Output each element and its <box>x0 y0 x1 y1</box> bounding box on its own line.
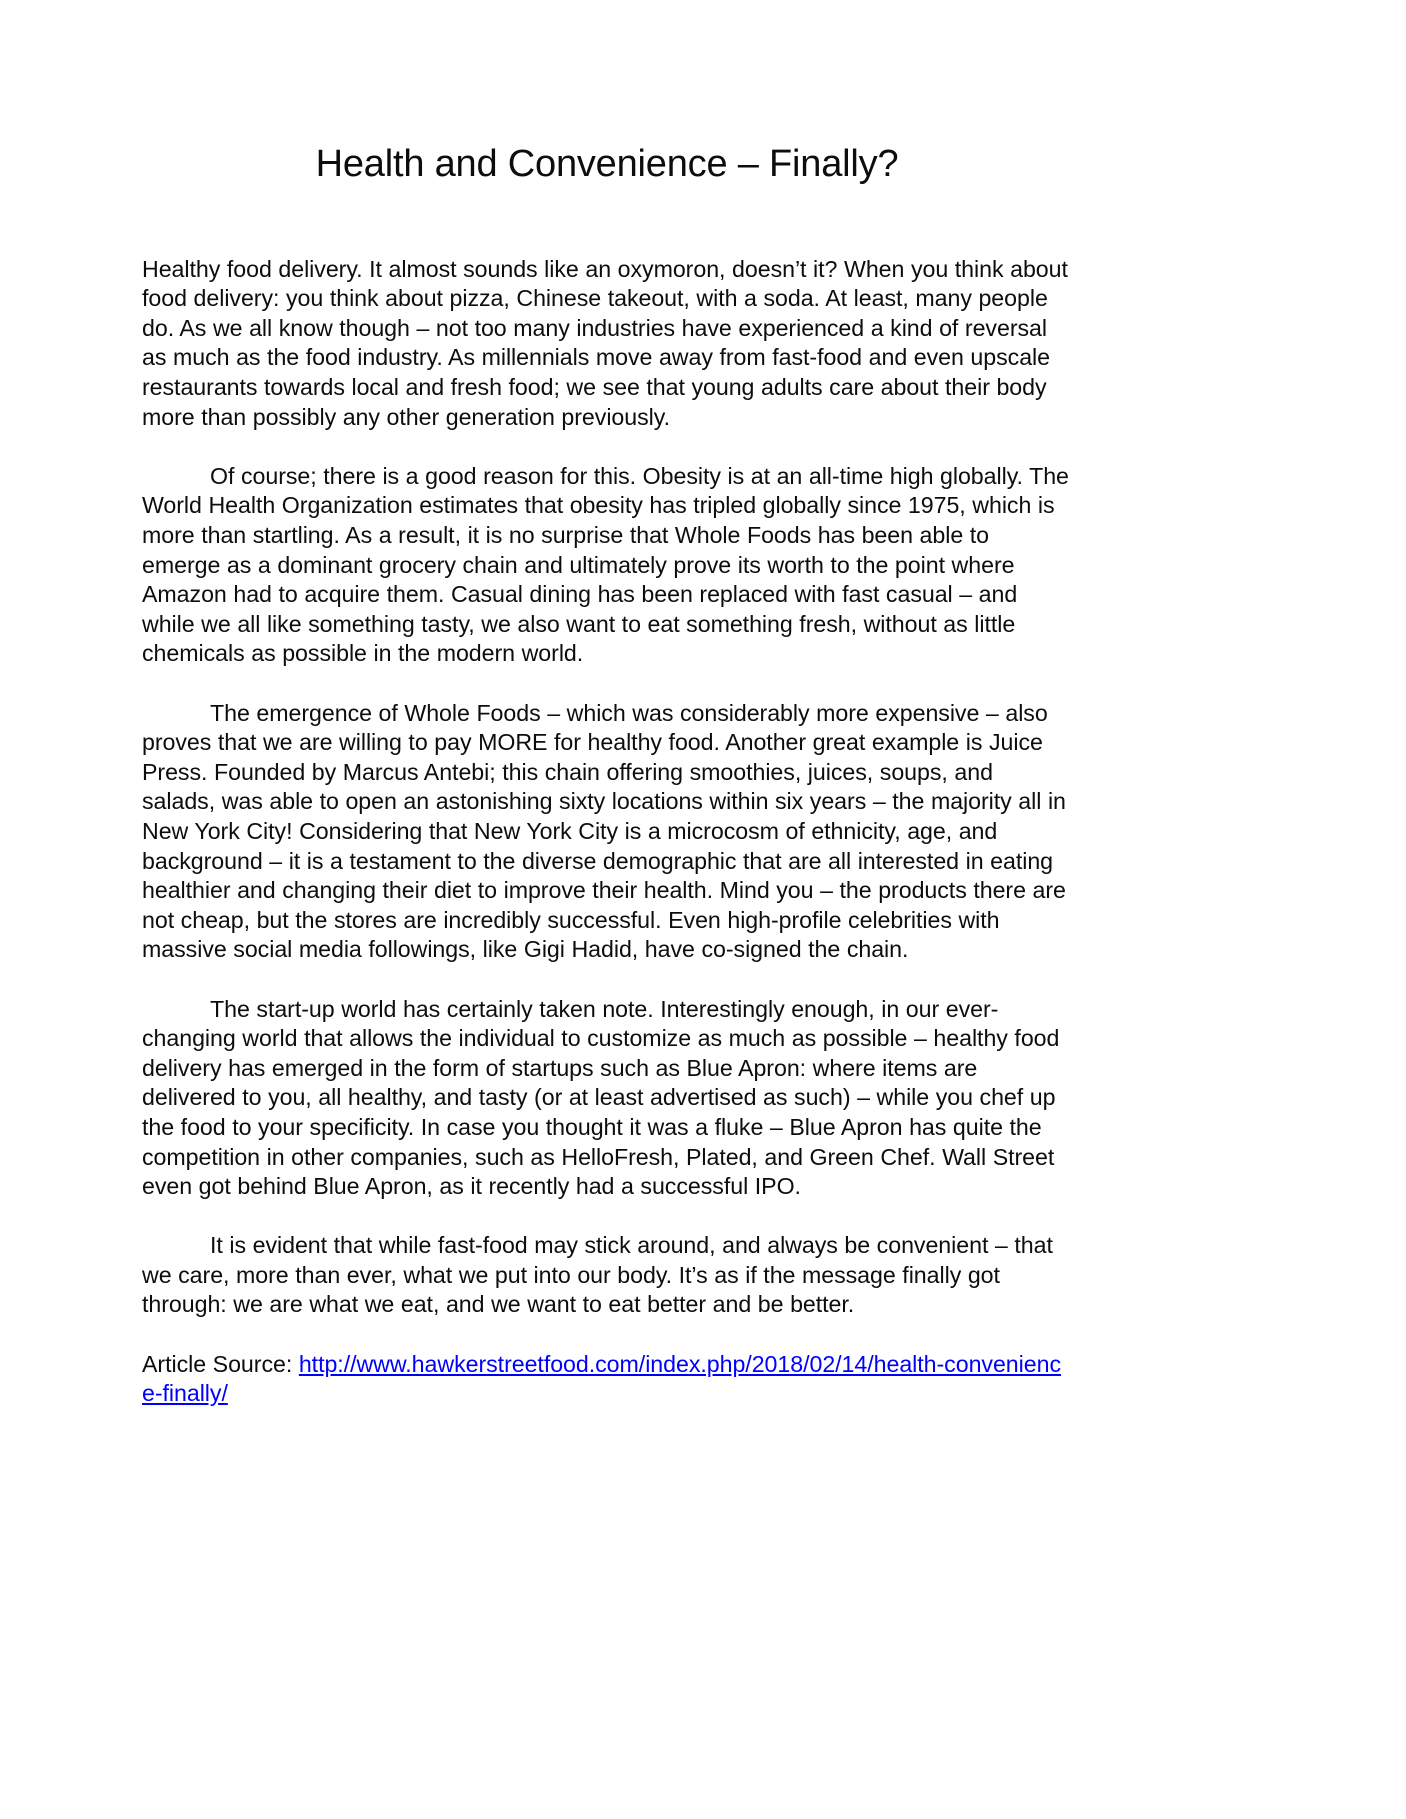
paragraph-spacer <box>142 965 1072 995</box>
paragraph-spacer <box>142 669 1072 699</box>
article-body <box>142 255 1072 1409</box>
paragraph-spacer <box>142 1320 1072 1350</box>
article-source-line <box>142 1350 1072 1409</box>
paragraph-4: The start-up world has certainly taken note. Interestingly enough, in our ever-changing world that allows the individual to customize as much as possible – healthy food delivery has emerged in the form of startups such as Blue Apron: where items are delivered to you, all healthy, and tasty (or at least advertised as such) – while you chef up the food to your specificity. In case you thought it was a fluke – Blue Apron has quite the competition in other companies, such as HelloFresh, Plated, and Green Chef. Wall Street even got behind Blue Apron, as it recently had a successful IPO. <box>142 995 1060 1200</box>
page-title: Health and Convenience – Finally? <box>315 143 899 185</box>
paragraph-3: The emergence of Whole Foods – which was considerably more expensive – also proves that we are willing to pay MORE for healthy food. Another great example is Juice Press. Founded by Marcus Antebi; this chain offering smoothies, juices, soups, and salads, was able to open an astonishing sixty locations within six years – the majority all in New York City! Considering that New York City is a microcosm of ethnicity, age, and background – it is a testament to the diverse demographic that are all interested in eating healthier and changing their diet to improve their health. Mind you – the products there are not cheap, but the stores are incredibly successful. Even high-profile celebrities with massive social media followings, like Gigi Hadid, have co-signed the chain. <box>142 699 1066 963</box>
paragraph-1: Healthy food delivery. It almost sounds like an oxymoron, doesn’t it? When you think about food delivery: you think about pizza, Chinese takeout, with a soda. At least, many people do. As we all know though – not too many industries have experienced a kind of reversal as much as the food industry. As millennials move away from fast-food and even upscale restaurants towards local and fresh food; we see that young adults care about their body more than possibly any other generation previously. <box>142 255 1068 430</box>
article-source-link[interactable]: http://www.hawkerstreetfood.com/index.php/2018/02/14/health-convenience-finally/ <box>142 1350 1061 1407</box>
article-source-label: Article Source: <box>142 1350 299 1377</box>
paragraph-2: Of course; there is a good reason for this. Obesity is at an all-time high globally. The World Health Organization estimates that obesity has tripled globally since 1975, which is more than startling. As a result, it is no surprise that Whole Foods has been able to emerge as a dominant grocery chain and ultimately prove its worth to the point where Amazon had to acquire them. Casual dining has been replaced with fast casual – and while we all like something tasty, we also want to eat something fresh, without as little chemicals as possible in the modern world. <box>142 462 1069 667</box>
paragraph-5: It is evident that while fast-food may stick around, and always be convenient – that we care, more than ever, what we put into our body. It’s as if the message finally got through: we are what we eat, and we want to eat better and be better. <box>142 1232 1053 1318</box>
paragraph-spacer <box>142 432 1072 462</box>
paragraph-spacer <box>142 1202 1072 1232</box>
document-body <box>142 0 1072 1409</box>
